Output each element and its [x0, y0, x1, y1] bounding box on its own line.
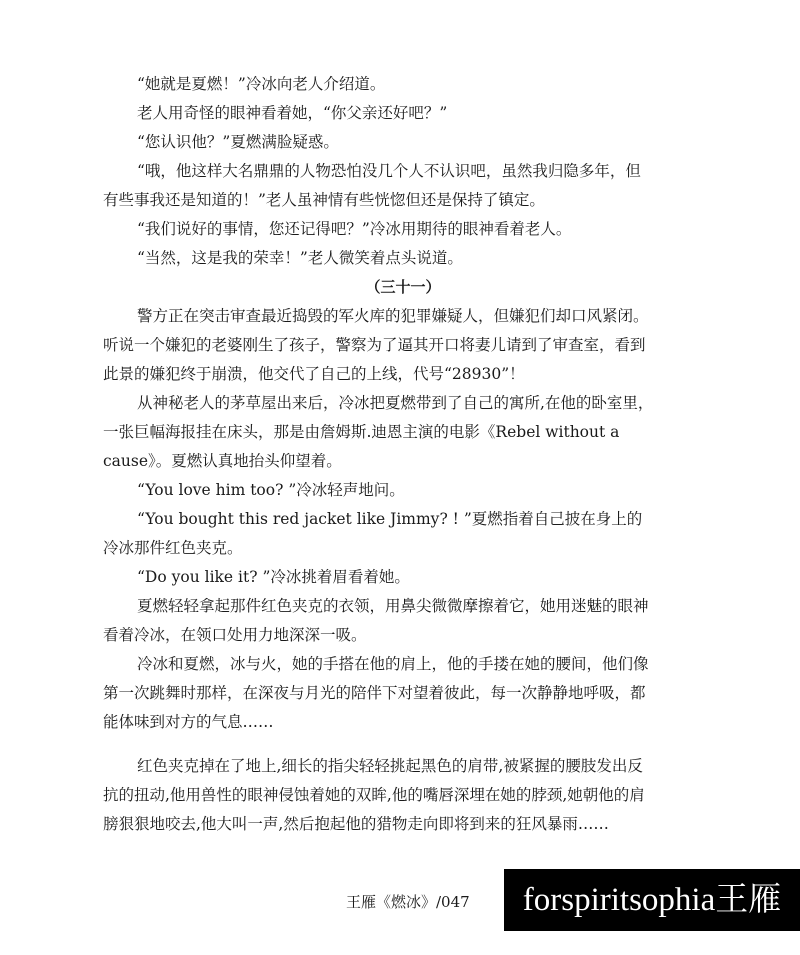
text-line: “您认识他？”夏燃满脸疑惑。 [137, 133, 339, 151]
text-line: 老人用奇怪的眼神看着她，“你父亲还好吧？” [137, 104, 448, 122]
text-line: 此景的嫌犯终于崩溃，他交代了自己的上线，代号“28930”！ [103, 365, 525, 383]
text-line: 听说一个嫌犯的老婆刚生了孩子，警察为了逼其开口将妻儿请到了审查室，看到 [103, 336, 646, 354]
text-line: 从神秘老人的茅草屋出来后，冷冰把夏燃带到了自己的寓所,在他的卧室里， [137, 394, 654, 412]
text-line: 冷冰和夏燃，冰与火，她的手搭在他的肩上，他的手搂在她的腰间，他们像 [137, 655, 649, 673]
text-line: 警方正在突击审查最近捣毁的军火库的犯罪嫌疑人，但嫌犯们却口风紧闭。 [137, 307, 649, 325]
text-line: “她就是夏燃！”冷冰向老人介绍道。 [137, 75, 386, 93]
text-line: “哦，他这样大名鼎鼎的人物恐怕没几个人不认识吧，虽然我归隐多年，但 [137, 162, 641, 180]
text-line: 膀狠狠地咬去,他大叫一声,然后抱起他的猎物走向即将到来的狂风暴雨…… [103, 815, 609, 833]
text-line: “Do you like it? ”冷冰挑着眉看着她。 [137, 568, 410, 586]
text-line: 夏燃轻轻拿起那件红色夹克的衣领，用鼻尖微微摩擦着它，她用迷魅的眼神 [137, 597, 649, 615]
text-line: “You love him too? ”冷冰轻声地问。 [137, 481, 405, 499]
text-line: cause》。夏燃认真地抬头仰望着。 [103, 452, 342, 470]
section-heading: （三十一） [365, 278, 441, 296]
text-line: 红色夹克掉在了地上,细长的指尖轻轻挑起黑色的肩带,被紧握的腰肢发出反 [137, 757, 643, 775]
text-line: 一张巨幅海报挂在床头，那是由詹姆斯.迪恩主演的电影《Rebel without a [103, 423, 620, 441]
text-line: 冷冰那件红色夹克。 [103, 539, 243, 557]
text-line: “我们说好的事情，您还记得吧？”冷冰用期待的眼神看着老人。 [137, 220, 572, 238]
text-line: 抗的扭动,他用兽性的眼神侵蚀着她的双眸,他的嘴唇深埋在她的脖颈,她朝他的肩 [103, 786, 645, 804]
watermark: forspiritsophia王雁 [504, 869, 800, 931]
text-line: 有些事我还是知道的！”老人虽神情有些恍惚但还是保持了镇定。 [103, 191, 545, 209]
page-footer: 王雁《燃冰》/047 [346, 893, 470, 911]
text-line: 看着冷冰，在领口处用力地深深一吸。 [103, 626, 367, 644]
text-line: 能体味到对方的气息…… [103, 713, 274, 731]
text-line: 第一次跳舞时那样，在深夜与月光的陪伴下对望着彼此，每一次静静地呼吸，都 [103, 684, 646, 702]
text-line: “当然，这是我的荣幸！”老人微笑着点头说道。 [137, 249, 463, 267]
text-line: “You bought this red jacket like Jimmy? ! ”夏燃指着自己披在身上的 [137, 510, 643, 528]
